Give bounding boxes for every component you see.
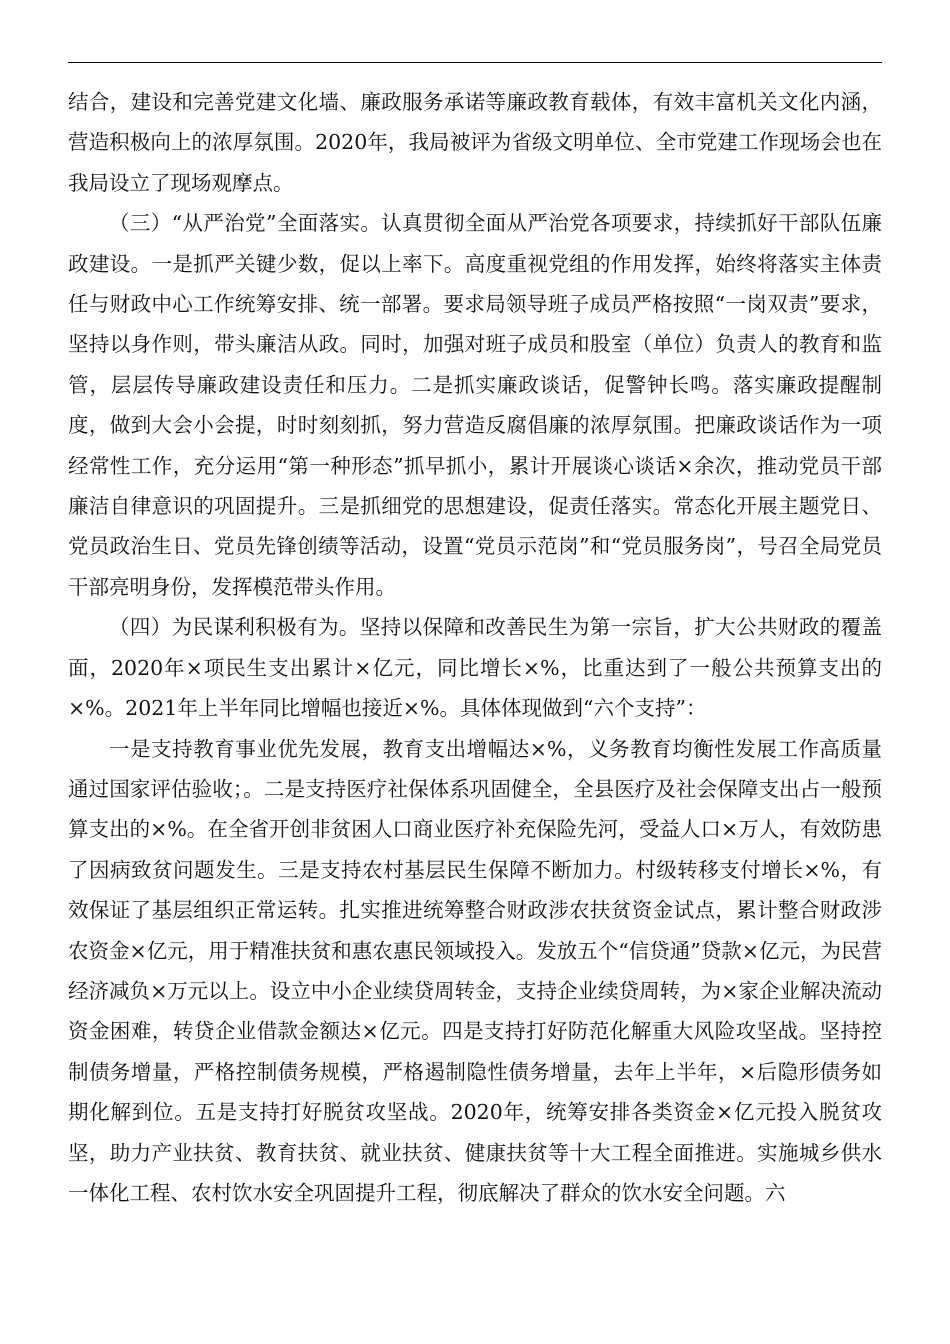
document-page xyxy=(68,0,882,1344)
paragraph-section-four: （四）为民谋利积极有为。坚持以保障和改善民生为第一宗旨，扩大公共财政的覆盖面，2020年×项民生支出累计×亿元，同比增长×%，比重达到了一般公共预算支出的×%。2021年上半年同比增幅也接近×%。具体体现做到“六个支持”： xyxy=(68,615,882,721)
paragraph-section-three: （三）“从严治党”全面落实。认真贯彻全面从严治党各项要求，持续抓好干部队伍廉政建设。一是抓严关键少数，促以上率下。高度重视党组的作用发挥，始终将落实主体责任与财政中心工作统筹安排、统一部署。要求局领导班子成员严格按照“一岗双责”要求，坚持以身作则，带头廉洁从政。同时，加强对班子成员和股室（单位）负责人的教育和监管，层层传导廉政建设责任和压力。二是抓实廉政谈话，促警钟长鸣。落实廉政提醒制度，做到大会小会提，时时刻刻抓，努力营造反腐倡廉的浓厚氛围。把廉政谈话作为一项经常性工作，充分运用“第一种形态”抓早抓小，累计开展谈心谈话×余次，推动党员干部廉洁自律意识的巩固提升。三是抓细党的思想建设，促责任落实。常态化开展主题党日、党员政治生日、党员先锋创绩等活动，设置“党员示范岗”和“党员服务岗”，号召全局党员干部亮明身份，发挥模范带头作用。 xyxy=(68,211,882,599)
header-rule xyxy=(68,62,882,63)
document-body xyxy=(68,82,882,1213)
paragraph-continuation: 结合，建设和完善党建文化墙、廉政服务承诺等廉政教育载体，有效丰富机关文化内涵，营造积极向上的浓厚氛围。2020年，我局被评为省级文明单位、全市党建工作现场会也在我局设立了现场观摩点。 xyxy=(68,90,882,195)
paragraph-six-supports: 一是支持教育事业优先发展，教育支出增幅达×%，义务教育均衡性发展工作高质量通过国家评估验收；。二是支持医疗社保体系巩固健全，全县医疗及社会保障支出占一般预算支出的×%。在全省开创非贫困人口商业医疗补充保险先河，受益人口×万人，有效防患了因病致贫问题发生。三是支持农村基层民生保障不断加力。村级转移支付增长×%，有效保证了基层组织正常运转。扎实推进统筹整合财政涉农扶贫资金试点，累计整合财政涉农资金×亿元，用于精准扶贫和惠农惠民领域投入。发放五个“信贷通”贷款×亿元，为民营经济减负×万元以上。设立中小企业续贷周转金，支持企业续贷周转，为×家企业解决流动资金困难，转贷企业借款金额达×亿元。四是支持打好防范化解重大风险攻坚战。坚持控制债务增量，严格控制债务规模，严格遏制隐性债务增量，去年上半年，×后隐形债务如期化解到位。五是支持打好脱贫攻坚战。2020年，统筹安排各类资金×亿元投入脱贫攻坚，助力产业扶贫、教育扶贫、就业扶贫、健康扶贫等十大工程全面推进。实施城乡供水一体化工程、农村饮水安全巩固提升工程，彻底解决了群众的饮水安全问题。六 xyxy=(68,736,882,1205)
